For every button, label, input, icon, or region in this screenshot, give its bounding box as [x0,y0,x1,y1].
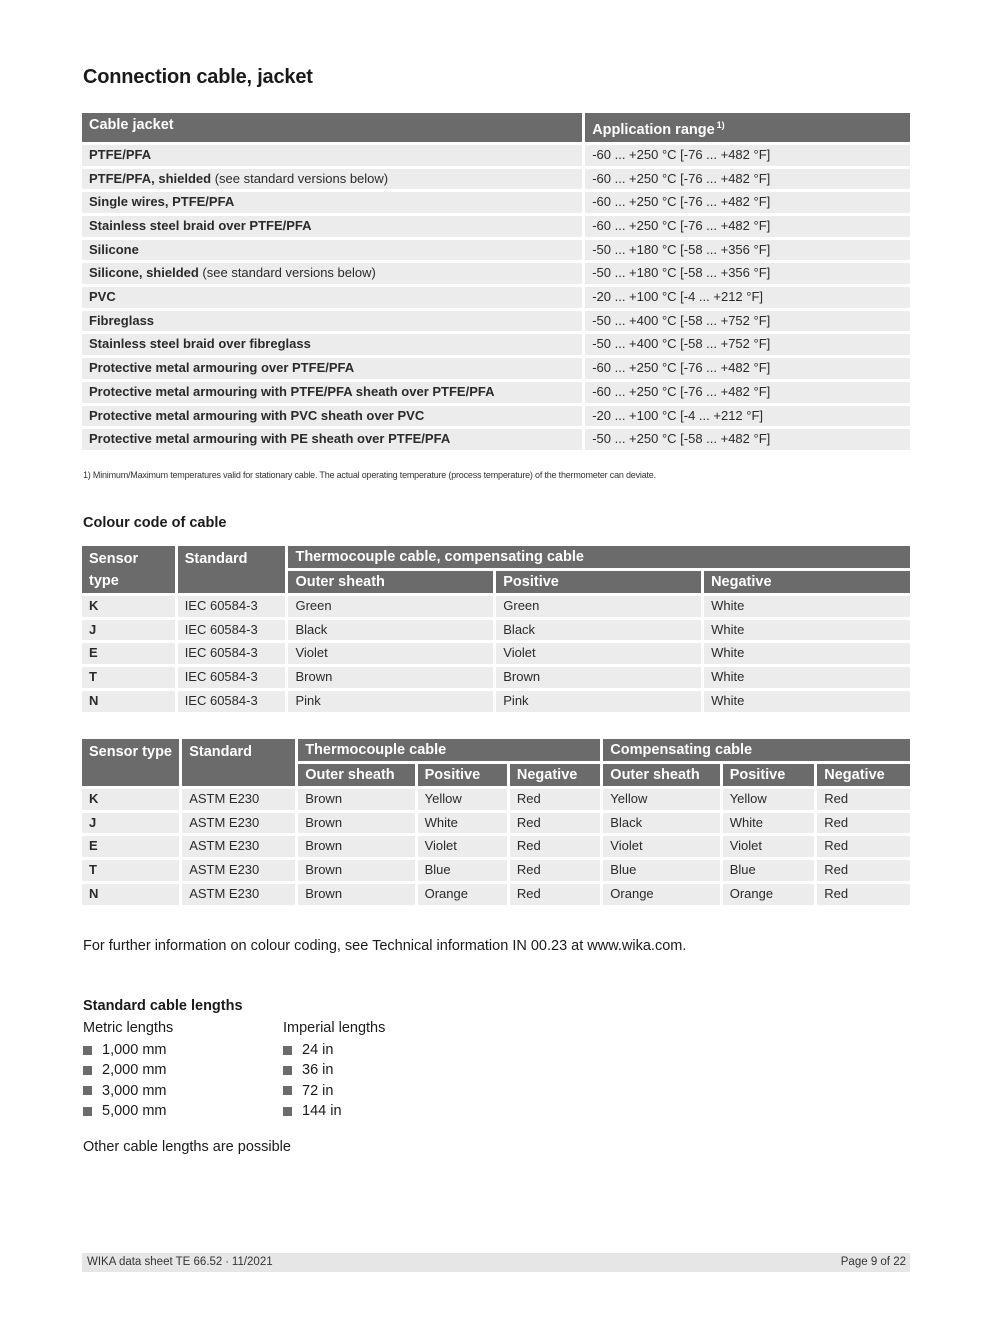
comp-negative-cell: Red [817,860,910,881]
tc-outer-sheath-cell: Brown [298,860,414,881]
list-item [83,1040,166,1060]
comp-positive-cell: Violet [723,836,815,857]
list-item [283,1060,342,1080]
footer-page-number: Page 9 of 22 [840,1256,906,1268]
footnote-ref: 1) [716,120,725,130]
metric-lengths-list [83,1040,166,1121]
outer-sheath-cell: Green [288,596,493,617]
square-bullet-icon [283,1107,292,1116]
sensor-type-cell: K [82,789,179,810]
colour-code-title: Colour code of cable [83,515,227,531]
tc-positive-cell: Orange [418,884,507,905]
length-value: 36 in [302,1062,334,1079]
outer-sheath-cell: Black [288,620,493,641]
application-range-cell: -50 ... +400 °C [-58 ... +752 °F] [585,311,910,332]
square-bullet-icon [83,1086,92,1095]
outer-sheath-cell: Violet [288,643,493,664]
header-positive: Positive [496,571,701,593]
length-value: 144 in [302,1103,342,1120]
cable-jacket-cell [82,287,582,308]
cable-jacket-cell [82,216,582,237]
table-row [82,216,910,237]
negative-cell: White [704,643,910,664]
table-row [82,334,910,355]
table-row [82,287,910,308]
cable-jacket-note: (see standard versions below) [211,170,389,186]
tc-negative-cell: Red [510,860,600,881]
standard-cell: IEC 60584-3 [178,620,286,641]
negative-cell: White [704,691,910,712]
comp-negative-cell: Red [817,789,910,810]
header-negative: Negative [510,764,600,786]
table-row [82,789,910,810]
standard-cell: ASTM E230 [182,789,295,810]
table-header-row [82,739,910,761]
header-sensor-type: Sensor type [82,546,175,593]
length-value: 24 in [302,1042,334,1059]
cable-jacket-name: PTFE/PFA, shielded [89,170,212,186]
comp-negative-cell: Red [817,884,910,905]
square-bullet-icon [83,1066,92,1075]
tc-negative-cell: Red [510,789,600,810]
cable-jacket-cell [82,382,582,403]
tc-negative-cell: Red [510,884,600,905]
standard-cell: ASTM E230 [182,860,295,881]
cable-jacket-name: Protective metal armouring over PTFE/PFA [89,360,355,376]
standard-cell: IEC 60584-3 [178,691,286,712]
square-bullet-icon [283,1066,292,1075]
cable-jacket-cell [82,192,582,213]
standard-cell: IEC 60584-3 [178,596,286,617]
cable-jacket-name: Silicone [89,241,139,257]
sensor-type-cell: E [82,836,179,857]
list-item [283,1081,342,1101]
other-lengths-note: Other cable lengths are possible [83,1139,291,1155]
comp-outer-sheath-cell: Violet [603,836,719,857]
sensor-type-cell: N [82,884,179,905]
application-range-cell: -50 ... +400 °C [-58 ... +752 °F] [585,334,910,355]
cable-jacket-cell [82,311,582,332]
table-row [82,836,910,857]
page-footer [82,1253,910,1272]
application-range-cell: -60 ... +250 °C [-76 ... +482 °F] [585,192,910,213]
sensor-type-cell: T [82,860,179,881]
sensor-type-cell: E [82,643,175,664]
header-negative: Negative [704,571,910,593]
length-value: 72 in [302,1082,334,1099]
tc-positive-cell: Blue [418,860,507,881]
application-range-cell: -60 ... +250 °C [-76 ... +482 °F] [585,382,910,403]
metric-lengths-label: Metric lengths [83,1020,174,1036]
table-header-row [82,113,910,142]
header-outer-sheath: Outer sheath [603,764,719,786]
cable-jacket-name: Protective metal armouring with PE sheath over PTFE/PFA [89,431,451,447]
cable-jacket-cell [82,240,582,261]
comp-outer-sheath-cell: Blue [603,860,719,881]
cable-jacket-cell [82,145,582,166]
header-standard: Standard [178,546,286,593]
cable-jacket-cell [82,358,582,379]
header-positive: Positive [418,764,507,786]
table-row [82,263,910,284]
cable-jacket-cell [82,334,582,355]
table-row [82,643,910,664]
comp-outer-sheath-cell: Black [603,813,719,834]
positive-cell: Black [496,620,701,641]
cable-jacket-name: Fibreglass [89,312,155,328]
table-row [82,145,910,166]
application-range-cell: -60 ... +250 °C [-76 ... +482 °F] [585,216,910,237]
imperial-lengths-list [283,1040,342,1121]
cable-jacket-note: (see standard versions below) [198,265,376,281]
cable-jacket-name: Silicone, shielded [89,265,199,281]
header-outer-sheath: Outer sheath [298,764,414,786]
table-row [82,169,910,190]
length-value: 3,000 mm [102,1082,167,1099]
square-bullet-icon [83,1046,92,1055]
cable-lengths-title: Standard cable lengths [83,998,243,1014]
cable-jacket-name: Stainless steel braid over fibreglass [89,336,311,352]
table-row [82,406,910,427]
standard-cell: ASTM E230 [182,884,295,905]
table-row [82,620,910,641]
list-item [83,1060,166,1080]
footnote: 1) Minimum/Maximum temperatures valid for stationary cable. The actual operating temperature (process temperature) of the thermometer can deviate. [83,470,656,480]
cable-jacket-name: PVC [89,289,116,305]
header-thermocouple-compensating: Thermocouple cable, compensating cable [288,546,910,568]
length-value: 5,000 mm [102,1103,167,1120]
sensor-type-cell: T [82,667,175,688]
tc-outer-sheath-cell: Brown [298,884,414,905]
table-row [82,667,910,688]
table-row [82,429,910,450]
standard-cell: ASTM E230 [182,836,295,857]
square-bullet-icon [283,1086,292,1095]
list-item [83,1081,166,1101]
table-row [82,691,910,712]
length-value: 1,000 mm [102,1042,167,1059]
table-row [82,240,910,261]
outer-sheath-cell: Pink [288,691,493,712]
positive-cell: Brown [496,667,701,688]
tc-outer-sheath-cell: Brown [298,836,414,857]
application-range-cell: -20 ... +100 °C [-4 ... +212 °F] [585,406,910,427]
sensor-type-cell: K [82,596,175,617]
table-header-row [82,546,910,568]
header-outer-sheath: Outer sheath [288,571,493,593]
application-range-cell: -20 ... +100 °C [-4 ... +212 °F] [585,287,910,308]
comp-positive-cell: Yellow [723,789,815,810]
comp-positive-cell: Orange [723,884,815,905]
imperial-lengths-label: Imperial lengths [283,1020,386,1036]
tc-negative-cell: Red [510,836,600,857]
comp-outer-sheath-cell: Orange [603,884,719,905]
application-range-cell: -60 ... +250 °C [-76 ... +482 °F] [585,169,910,190]
square-bullet-icon [283,1046,292,1055]
cable-jacket-name: Protective metal armouring with PTFE/PFA sheath over PTFE/PFA [89,383,495,399]
tc-positive-cell: Yellow [418,789,507,810]
application-range-cell: -50 ... +180 °C [-58 ... +356 °F] [585,240,910,261]
standard-cell: IEC 60584-3 [178,643,286,664]
application-range-cell: -60 ... +250 °C [-76 ... +482 °F] [585,358,910,379]
cable-jacket-cell [82,429,582,450]
comp-negative-cell: Red [817,836,910,857]
table-row [82,192,910,213]
header-positive: Positive [723,764,815,786]
tc-negative-cell: Red [510,813,600,834]
header-cable-jacket: Cable jacket [82,113,582,142]
list-item [283,1101,342,1121]
length-value: 2,000 mm [102,1062,167,1079]
sensor-type-cell: J [82,620,175,641]
application-range-cell: -50 ... +180 °C [-58 ... +356 °F] [585,263,910,284]
cable-jacket-name: Single wires, PTFE/PFA [89,194,235,210]
sensor-type-cell: J [82,813,179,834]
positive-cell: Violet [496,643,701,664]
table-row [82,358,910,379]
cable-jacket-table [79,110,913,453]
comp-positive-cell: Blue [723,860,815,881]
square-bullet-icon [83,1107,92,1116]
positive-cell: Green [496,596,701,617]
header-compensating-cable: Compensating cable [603,739,910,761]
comp-negative-cell: Red [817,813,910,834]
table-row [82,860,910,881]
standard-cell: ASTM E230 [182,813,295,834]
cable-jacket-name: Protective metal armouring with PVC sheath over PVC [89,407,425,423]
application-range-cell: -50 ... +250 °C [-58 ... +482 °F] [585,429,910,450]
header-thermocouple-cable: Thermocouple cable [298,739,600,761]
negative-cell: White [704,596,910,617]
standard-cell: IEC 60584-3 [178,667,286,688]
cable-jacket-name: PTFE/PFA [89,146,152,162]
iec-colour-code-table [79,543,913,715]
header-standard: Standard [182,739,295,786]
cable-jacket-cell [82,263,582,284]
list-item [283,1040,342,1060]
cable-jacket-cell [82,169,582,190]
comp-positive-cell: White [723,813,815,834]
table-row [82,382,910,403]
application-range-cell: -60 ... +250 °C [-76 ... +482 °F] [585,145,910,166]
tc-positive-cell: White [418,813,507,834]
table-row [82,311,910,332]
header-application-range: Application range $^{1)}$ [585,113,910,142]
colour-coding-info: For further information on colour coding, see Technical information IN 00.23 at www.wika.com. [83,938,687,954]
comp-outer-sheath-cell: Yellow [603,789,719,810]
table-row [82,884,910,905]
cable-jacket-cell [82,406,582,427]
outer-sheath-cell: Brown [288,667,493,688]
negative-cell: White [704,667,910,688]
tc-outer-sheath-cell: Brown [298,789,414,810]
table-row [82,596,910,617]
tc-outer-sheath-cell: Brown [298,813,414,834]
list-item [83,1101,166,1121]
negative-cell: White [704,620,910,641]
positive-cell: Pink [496,691,701,712]
cable-jacket-name: Stainless steel braid over PTFE/PFA [89,217,312,233]
page-title: Connection cable, jacket [83,66,313,88]
header-negative: Negative [817,764,910,786]
astm-colour-code-table [79,736,913,908]
tc-positive-cell: Violet [418,836,507,857]
footer-datasheet-id: WIKA data sheet TE 66.52 ∙ 11/2021 [87,1256,273,1268]
table-row [82,813,910,834]
sensor-type-cell: N [82,691,175,712]
header-sensor-type: Sensor type [82,739,179,786]
